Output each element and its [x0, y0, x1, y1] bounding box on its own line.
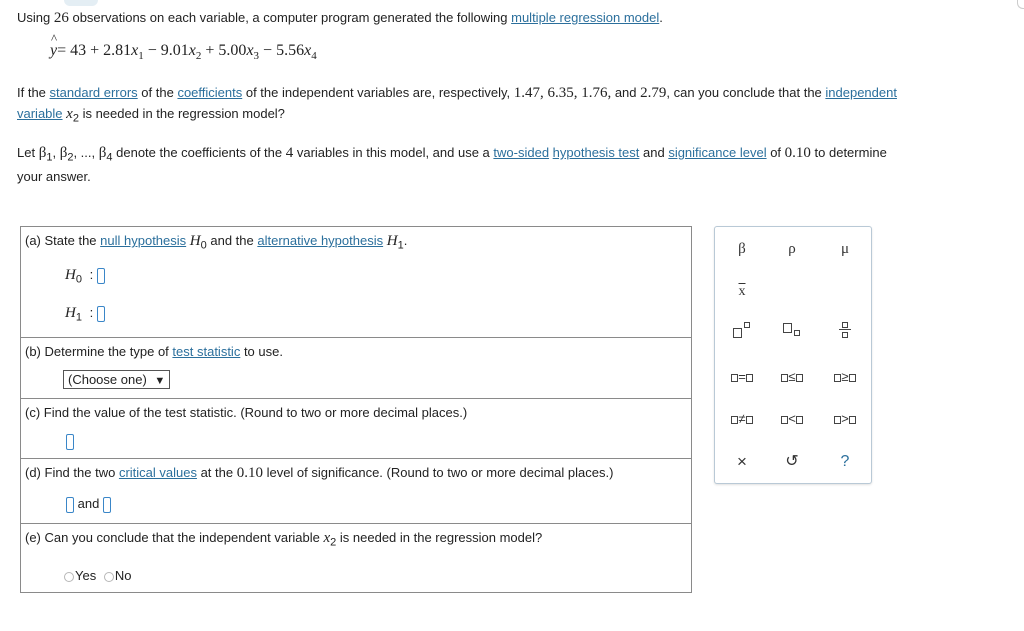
yes-radio[interactable] [64, 572, 74, 582]
part-b-label: (b) Determine the type of test statistic to use. [25, 344, 283, 359]
part-a-label: (a) State the null hypothesis $H_0$ and the alternative hypothesis $H_1$. [25, 233, 408, 252]
test-statistic-select[interactable]: (Choose one) ▼ [63, 370, 170, 389]
link-significance-level[interactable]: significance level [668, 145, 767, 160]
h0-input[interactable] [97, 268, 105, 284]
hat-icon: ^ [51, 31, 58, 46]
h0-row: $H_0$ : [65, 267, 105, 286]
link-two-sided[interactable]: two-sided [493, 145, 550, 160]
part-b [21, 338, 691, 399]
no-radio[interactable] [104, 572, 114, 582]
critical-value-1-input[interactable] [66, 497, 74, 513]
link-hypothesis-test[interactable]: hypothesis test [552, 145, 640, 160]
part-a [21, 227, 691, 338]
link-null-hypothesis[interactable]: null hypothesis [100, 233, 187, 248]
fraction-button[interactable] [827, 321, 863, 343]
mu-button[interactable]: μ [840, 241, 850, 257]
no-option[interactable]: No [104, 568, 132, 583]
equals-button[interactable]: = [724, 366, 760, 388]
standard-errors-text: If the standard errors of the coefficients of the independent variables are, respectively, 1.47, 6.35, 1.76, and 2.79, can you conclude that the independent [17, 85, 897, 101]
link-critical-values[interactable]: critical values [118, 465, 197, 480]
subscript-icon [783, 321, 801, 337]
top-tab-decoration [64, 0, 98, 6]
link-coefficients[interactable]: coefficients [177, 85, 243, 100]
regression-equation: ^ $y= 43 + 2.81x_1 - 9.01x_2 + 5.00x_3 - 5.56x_4$ [50, 31, 317, 63]
subscript-button[interactable] [774, 321, 810, 343]
superscript-icon [733, 321, 751, 337]
not-equal-button[interactable]: ≠ [724, 408, 760, 430]
beta-button[interactable]: β [738, 241, 746, 257]
fraction-icon [839, 321, 851, 339]
link-multiple-regression-model[interactable]: multiple regression model [511, 10, 660, 25]
critical-values-row: and [66, 496, 111, 513]
instructions-text: Let $\beta_1$, $\beta_2$, ..., $\beta_4$ denote the coefficients of the 4 variables in this model, and use a two-sided hypothesis test and significance level of 0.10 to determine [17, 145, 887, 164]
chevron-down-icon: ▼ [154, 375, 166, 387]
part-c-label: (c) Find the value of the test statistic. (Round to two or more decimal places.) [25, 405, 468, 420]
part-d-label: (d) Find the two critical values at the 0.10 level of significance. (Round to two or more decimal places.) [25, 465, 614, 481]
greater-than-button[interactable]: > [827, 408, 863, 430]
undo-icon[interactable]: ↺ [785, 453, 799, 470]
part-d [21, 459, 691, 524]
superscript-button[interactable] [724, 321, 760, 343]
top-right-edge-decoration [1017, 0, 1024, 9]
yes-option[interactable]: Yes [64, 568, 96, 583]
part-c [21, 399, 691, 459]
intro-text: Using 26 observations on each variable, a computer program generated the following multiple regression model. [17, 10, 663, 26]
test-statistic-input[interactable] [66, 434, 74, 450]
h1-row: $H_1$ : [65, 305, 105, 324]
link-alternative-hypothesis[interactable]: alternative hypothesis [257, 233, 384, 248]
rho-button[interactable]: ρ [788, 241, 796, 257]
symbol-palette [714, 226, 872, 484]
greater-equal-button[interactable]: ≥ [827, 366, 863, 388]
clear-icon[interactable]: × [737, 452, 747, 471]
part-e-label: (e) Can you conclude that the independent variable $x_2$ is needed in the regression model? [25, 530, 543, 549]
link-independent-variable-a[interactable]: independent [825, 85, 897, 100]
critical-value-2-input[interactable] [103, 497, 111, 513]
link-independent-variable-b[interactable]: variable [17, 106, 63, 121]
help-icon[interactable]: ? [840, 453, 850, 470]
question-box [20, 226, 692, 593]
link-standard-errors[interactable]: standard errors [49, 85, 138, 100]
less-equal-button[interactable]: ≤ [774, 366, 810, 388]
part-e [21, 524, 691, 592]
less-than-button[interactable]: < [774, 408, 810, 430]
xbar-button[interactable]: $\overline{x}$ [738, 284, 746, 299]
standard-errors-text-line2: variable $x_2$ is needed in the regression model? [17, 106, 285, 125]
instructions-text-line2: your answer. [17, 169, 91, 184]
h1-input[interactable] [97, 306, 105, 322]
link-test-statistic[interactable]: test statistic [172, 344, 241, 359]
yes-no-radio-group [64, 568, 131, 583]
